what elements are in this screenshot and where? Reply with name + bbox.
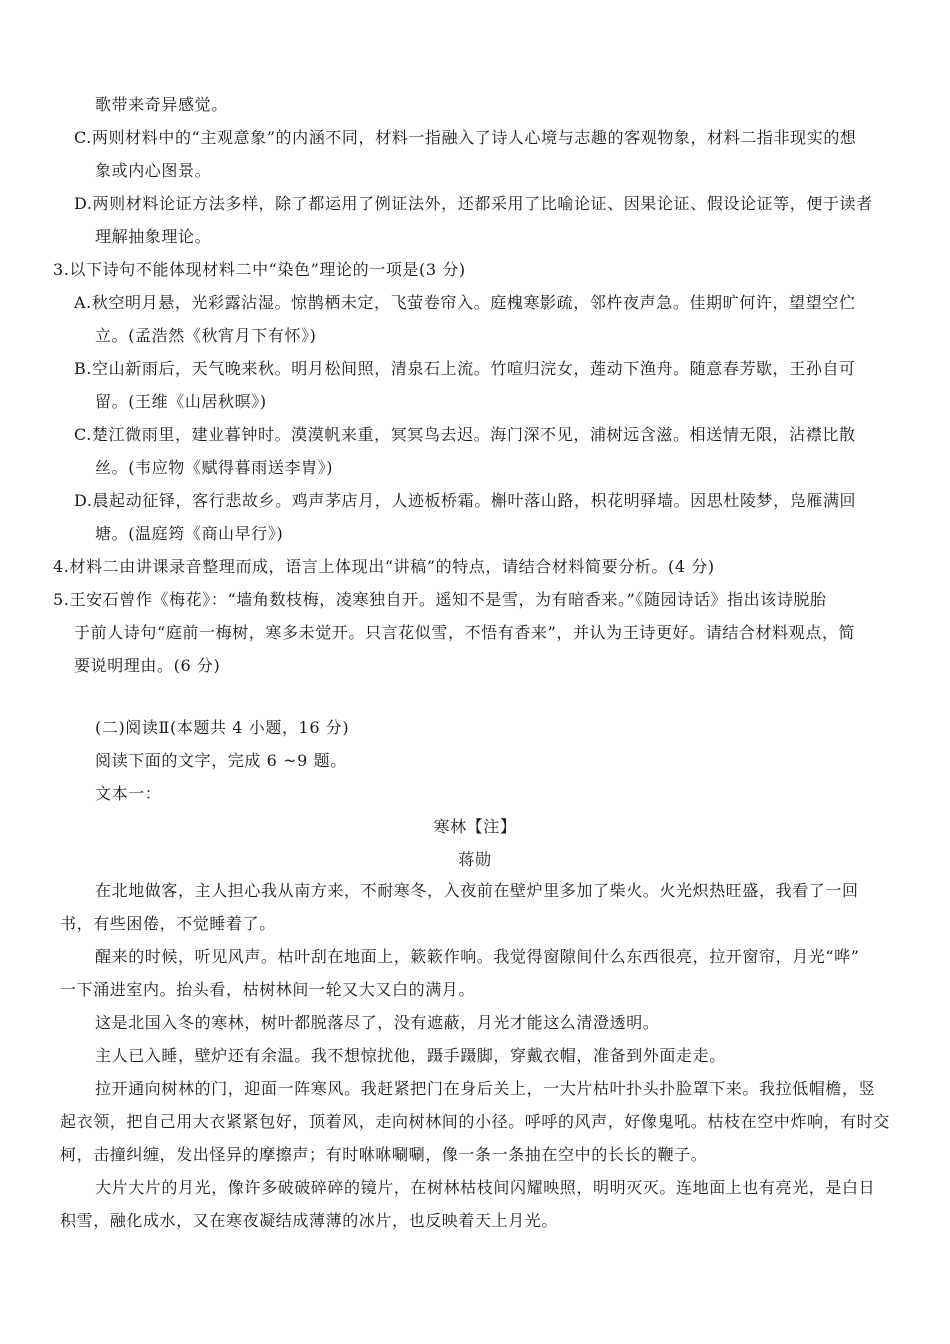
paragraph-line: 大片大片的月光，像许多破破碎碎的镜片，在树林枯枝间闪耀映照，明明灭灭。连地面上也有亮光，是白日 xyxy=(95,1178,876,1197)
text-line: 塘。(温庭筠《商山早行》) xyxy=(95,524,284,543)
paragraph-line: 这是北国入冬的寒林，树叶都脱落尽了，没有遮蔽，月光才能这么清澄透明。 xyxy=(95,1013,660,1032)
paragraph-line: 书，有些困倦，不觉睡着了。 xyxy=(60,914,276,933)
option-c-line: C.楚江微雨里，建业暮钟时。漠漠帆来重，冥冥鸟去迟。海门深不见，浦树远含滋。相送情无限，沾襟比散 xyxy=(74,425,856,444)
question-4: 4.材料二由讲课录音整理而成，语言上体现出“讲稿”的特点，请结合材料简要分析。(4 分) xyxy=(53,557,715,576)
section-instruction: 阅读下面的文字，完成 6 ~9 题。 xyxy=(95,751,347,770)
section-heading: (二)阅读Ⅱ(本题共 4 小题，16 分) xyxy=(95,718,350,737)
question-3: 3.以下诗句不能体现材料二中“染色”理论的一项是(3 分) xyxy=(53,260,466,279)
article-title: 寒林【注】 xyxy=(433,817,517,836)
option-a-line: A.秋空明月悬，光彩露沾湿。惊鹊栖未定，飞萤卷帘入。庭槐寒影疏，邻杵夜声急。佳期旷何许，望望空伫 xyxy=(74,293,856,312)
text-line: 象或内心图景。 xyxy=(95,161,212,180)
text-line: 要说明理由。(6 分) xyxy=(74,656,221,675)
text-line: 歌带来奇异感觉。 xyxy=(95,95,228,114)
paragraph-line: 在北地做客，主人担心我从南方来，不耐寒冬，入夜前在壁炉里多加了柴火。火光炽热旺盛，我看了一回 xyxy=(95,881,859,900)
question-5: 5.王安石曾作《梅花》：“墙角数枝梅，凌寒独自开。遥知不是雪，为有暗香来。”《随园诗话》指出该诗脱胎 xyxy=(53,590,827,609)
paragraph-line: 主人已入睡，壁炉还有余温。我不想惊扰他，蹑手蹑脚，穿戴衣帽，准备到外面走走。 xyxy=(95,1046,726,1065)
option-d-line: D.晨起动征铎，客行悲故乡。鸡声茅店月，人迹板桥霜。槲叶落山路，枳花明驿墙。因思杜陵梦，凫雁满回 xyxy=(74,491,857,510)
paragraph-line: 醒来的时候，听见风声。枯叶刮在地面上，簌簌作响。我觉得窗隙间什么东西很亮，拉开窗帘，月光“哗” xyxy=(95,947,860,966)
text-line: 留。(王维《山居秋暝》) xyxy=(95,392,267,411)
option-b-line: B.空山新雨后，天气晚来秋。明月松间照，清泉石上流。竹喧归浣女，莲动下渔舟。随意春芳歇，王孙自可 xyxy=(74,359,856,378)
paragraph-line: 柯，击撞纠缠，发出怪异的摩擦声；有时咻咻唰唰，像一条一条抽在空中的长长的鞭子。 xyxy=(60,1145,708,1164)
paragraph-line: 拉开通向树林的门，迎面一阵寒风。我赶紧把门在身后关上，一大片枯叶扑头扑脸罩下来。我拉低帽檐，竖 xyxy=(95,1079,876,1098)
paragraph-line: 一下涌进室内。抬头看，枯树林间一轮又大又白的满月。 xyxy=(60,980,476,999)
text-line: 理解抽象理论。 xyxy=(95,227,212,246)
text-line: 于前人诗句“庭前一梅树，寒多未觉开。只言花似雪，不悟有香来”，并认为王诗更好。请结合材料观点，简 xyxy=(74,623,856,642)
text-line: 立。(孟浩然《秋宵月下有怀》) xyxy=(95,326,317,345)
article-author: 蒋勋 xyxy=(458,850,492,869)
option-d-line: D.两则材料论证方法多样，除了都运用了例证法外，还都采用了比喻论证、因果论证、假设论证等，便于读者 xyxy=(74,194,873,213)
text-label: 文本一： xyxy=(95,784,162,803)
text-line: 丝。(韦应物《赋得暮雨送李胄》) xyxy=(95,458,334,477)
paragraph-line: 起衣领，把自己用大衣紧紧包好，顶着风，走向树林间的小径。呼呼的风声，好像鬼吼。枯枝在空中炸响，有时交 xyxy=(60,1112,891,1131)
option-c-line: C.两则材料中的“主观意象”的内涵不同，材料一指融入了诗人心境与志趣的客观物象，材料二指非现实的想 xyxy=(74,128,857,147)
paragraph-line: 积雪，融化成水，又在寒夜凝结成薄薄的冰片，也反映着天上月光。 xyxy=(60,1211,559,1230)
